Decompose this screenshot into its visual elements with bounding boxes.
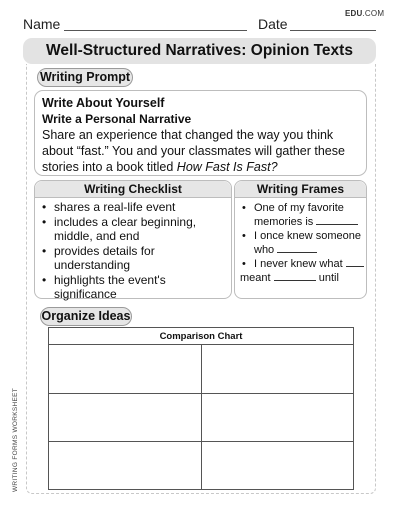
chart-cell-r1c2[interactable] [202,345,353,394]
frame-item-2 [240,229,364,257]
frame-blank-3a[interactable] [346,257,364,267]
frame-blank-1[interactable] [316,215,358,225]
name-label: Name [23,16,61,32]
list-item: • provides details for understanding [40,244,228,273]
brand-main: EDU [345,9,363,18]
checklist-heading: Writing Checklist [35,181,231,198]
name-line[interactable] [64,30,247,31]
frame-text-2: I once knew someone who [254,230,362,256]
comparison-chart-title: Comparison Chart [49,328,353,345]
brand-logo [345,9,384,18]
prompt-book-title: How Fast Is Fast? [176,160,278,174]
frames-heading: Writing Frames [235,181,366,198]
list-item: • highlights the event's significance [40,273,228,302]
chart-cell-r2c1[interactable] [49,394,202,442]
frame-until: until [318,272,339,284]
page-title: Well-Structured Narratives: Opinion Texts [23,38,376,64]
list-item: • shares a real-life event [40,200,228,215]
frame-item-1 [240,201,364,229]
date-label: Date [258,16,288,32]
chart-cell-r2c2[interactable] [202,394,353,442]
frame-blank-2[interactable] [277,243,317,253]
frame-item-3 [240,257,364,271]
chart-cell-r3c2[interactable] [202,442,353,489]
frames-list [240,201,364,271]
chart-cell-r3c1[interactable] [49,442,202,489]
frame-item-3-cont [240,271,339,285]
list-item: • includes a clear beginning, middle, and end [40,215,228,244]
chart-cell-r1c1[interactable] [49,345,202,394]
prompt-body [42,127,367,175]
checklist-list [40,200,228,302]
writing-prompt-pill: Writing Prompt [37,68,133,87]
prompt-body-text: Share an experience that changed the way you think about “fast.” You and your classmates will gather these stories into a book titled [42,128,345,174]
prompt-heading: Write About Yourself [42,96,165,110]
frame-text-3: I never knew what [254,258,343,270]
date-line[interactable] [290,30,376,31]
prompt-subheading: Write a Personal Narrative [42,112,192,126]
organize-ideas-pill: Organize Ideas [40,307,132,326]
frame-text-1: One of my favorite memories is [254,202,344,228]
comparison-chart [48,327,354,490]
frame-blank-3b[interactable] [274,271,316,281]
brand-suffix: .COM [362,9,385,18]
side-label: WRITING FORMS WORKSHEET [12,387,19,492]
frame-meant: meant [240,272,271,284]
